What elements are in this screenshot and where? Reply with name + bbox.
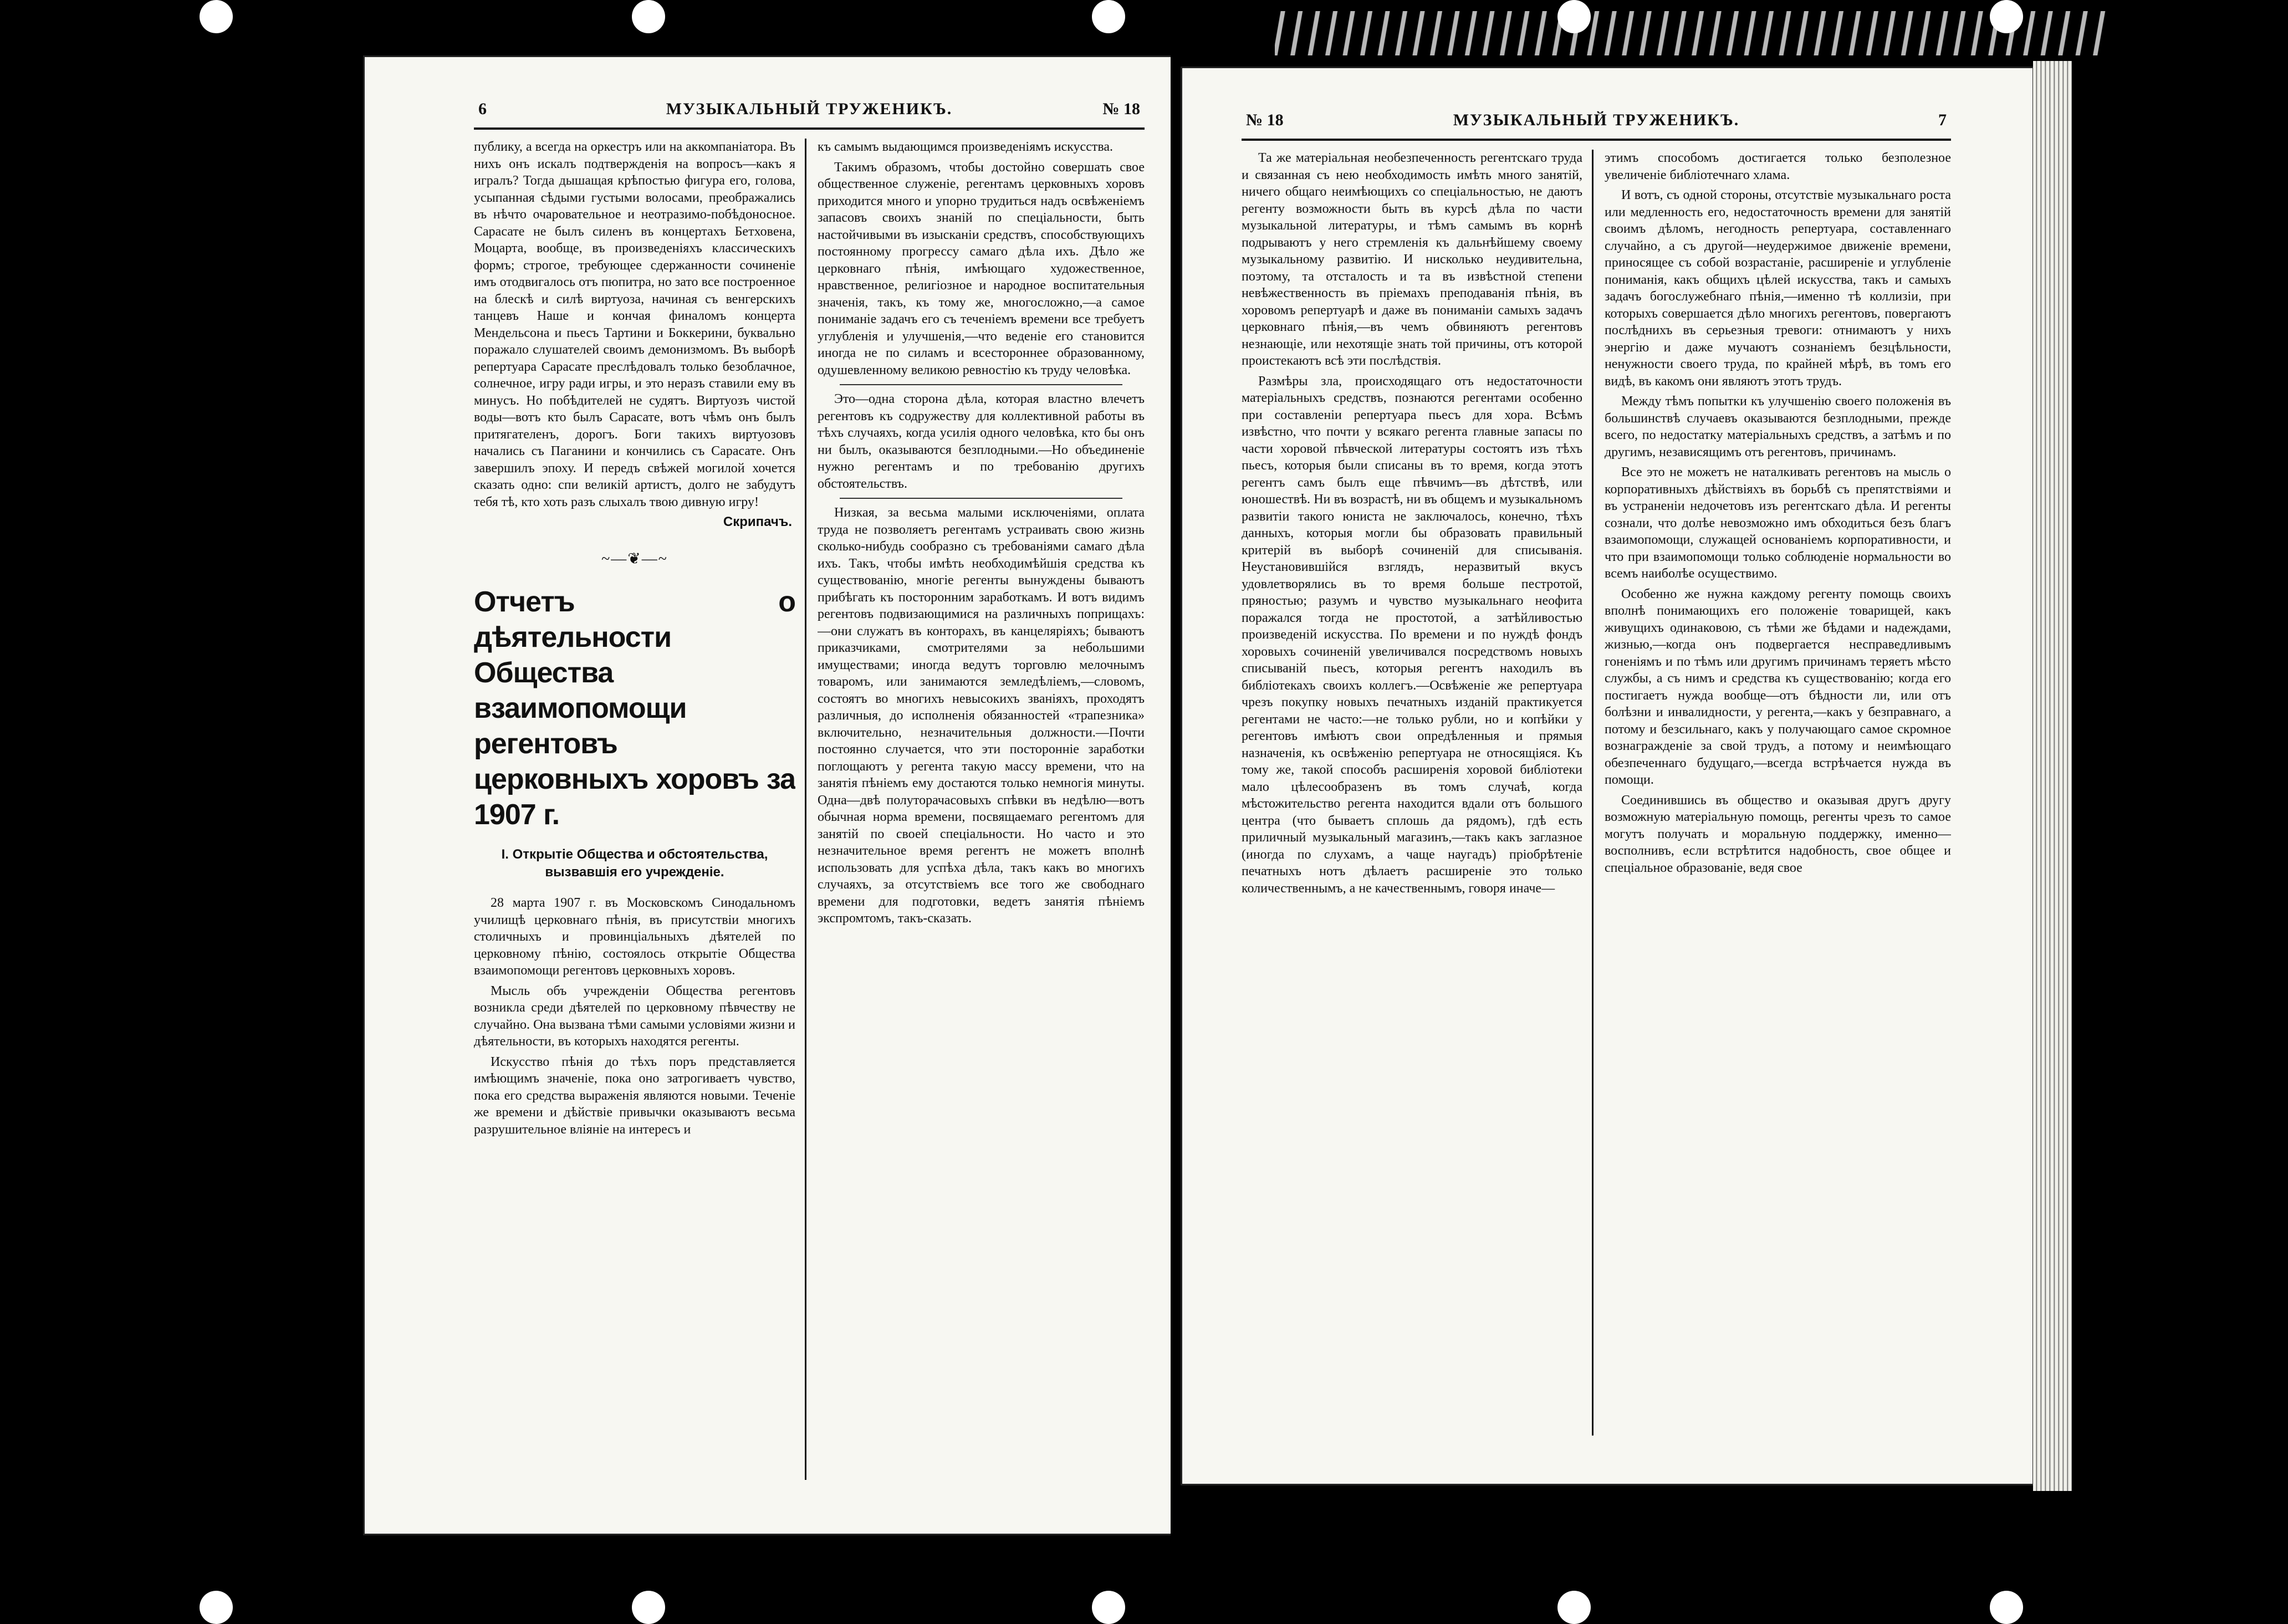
right-page <box>1181 67 2034 1485</box>
right-page-column-2 <box>1605 150 1951 1436</box>
paragraph: Такимъ образомъ, чтобы достойно совершать свое общественное служеніе, регентамъ церковныхъ хоровъ приходится много и упорно трудиться надъ освѣженіемъ запасовъ своихъ знаній по спеціальности, быть настойчивыми въ изысканіи средствъ, способствующихъ постоянному прогрессу самаго дѣла ихъ. Дѣло же церковнаго пѣнія, имѣющаго художественное, нравственное, религіозное и народное воспитательныя значенія, такъ, къ тому же, многосложно,—а самое пониманіе задачъ его съ теченіемъ времени все требуетъ углубленія и улучшенія,—что веденіе его становится иногда не по силамъ и всестороннее образованному, одушевленному великою ревностію къ труду человѣка. <box>818 160 1145 377</box>
paragraph: И вотъ, съ одной стороны, отсутствіе музыкальнаго роста или медленность его, недостаточность времени для занятій своимъ дѣломъ, негодность репертуара, составленнаго случайно, а съ другой—неудержимое движеніе времени, приносящее съ собой возрастаніе, расширеніе и углубленіе пониманія, какъ общихъ цѣлей искусства, такъ и самыхъ задачъ богослужебнаго пѣнія,—именно тѣ коллизіи, при которыхъ совершается дѣло многихъ регентовъ, повергаютъ послѣднихъ въ серьезныя тревоги: отнимаютъ у нихъ энергію и даже мучаютъ сознаніемъ безцѣльности, ненужности своего труда, по крайней мѣрѣ, въ томъ его видѣ, въ какомъ они являютъ этотъ трудъ. <box>1605 188 1951 389</box>
binder-hole-marker <box>632 0 665 33</box>
binder-hole-marker <box>1990 0 2023 33</box>
page-number: 7 <box>1938 111 1947 129</box>
binder-hole-marker <box>1557 1591 1591 1624</box>
ornament-divider: ~—❦—~ <box>601 550 668 568</box>
paragraph: Соединившись въ общество и оказывая другъ другу возможную матеріальную помощь, регенты чрезъ то самое могутъ получать и моральную поддержку, именно—восполнивъ, если встрѣтится надобность, свое общее и спеціальное образованіе, ведя свое <box>1605 793 1951 875</box>
left-page <box>363 55 1172 1535</box>
binder-hole-marker <box>632 1591 665 1624</box>
issue-number: № 18 <box>1246 111 1284 129</box>
paragraph: Между тѣмъ попытки къ улучшенію своего положенія въ большинствѣ случаевъ оказываются безплодными, прежде всего, по недостатку матеріальныхъ средствъ, а затѣмъ и по другимъ, независящимъ отъ регентовъ, причинамъ. <box>1605 394 1951 459</box>
paragraph: Это—одна сторона дѣла, которая властно влечетъ регентовъ къ содружеству для коллективной работы въ тѣхъ случаяхъ, когда усилія одного человѣка, кто бы онъ ни былъ, оказываются безплодными.—Но объединеніе нужно регентамъ и по требованію другихъ обстоятельствъ. <box>818 392 1145 491</box>
page-edge-stack <box>2033 61 2072 1491</box>
paragraph: публику, а всегда на оркестръ или на аккомпаніатора. Въ нихъ онъ искалъ подтвержденія на вопросъ—какъ я игралъ? Тогда дышащая крѣпостью фигура его, голова, усыпанная сѣдыми густыми волосами, преображались въ нѣчто очаровательное и неотразимо-побѣдоносное. Сарасате не былъ силенъ въ концертахъ Бетховена, Моцарта, вообще, въ произведеніяхъ классическихъ формъ; строгое, требующее сдержанности сочиненіе имъ отодвигалось отъ пюпитра, но зато все построенное на блескѣ и силѣ виртуоза, начиная съ венгерскихъ танцевъ Наше и кончая финаломъ концерта Мендельсона и пьесъ Тартини и Боккерини, буквально поражало слушателей своимъ демонизмомъ. Въ выборѣ репертуара Сарасате преслѣдовалъ только безоблачное, солнечное, игру ради игры, и это неразъ ставили ему въ минусъ. Но побѣдителей не судятъ. Виртуозъ чистой воды—вотъ кто былъ Сарасате, вотъ чѣмъ онъ былъ притягателенъ, дорогъ. Боги такихъ виртуозовъ начались съ Паганини и кончились съ Сарасате. Онъ завершилъ эпоху. И передъ свѣжей могилой хочется сказать одно: спи великій артистъ, долго не забудутъ тебя тѣ, кто хоть разъ слыхалъ твою дивную игру! <box>474 140 795 509</box>
paragraph: 28 марта 1907 г. въ Московскомъ Синодальномъ училищѣ церковнаго пѣнія, въ присутствіи многихъ столичныхъ и провинціальныхъ дѣятелей по церковному пѣнію, состоялось открытіе Общества взаимопомощи регентовъ церковныхъ хоровъ. <box>474 896 795 978</box>
binder-hole-marker <box>1557 0 1591 33</box>
paragraph: Искусство пѣнія до тѣхъ поръ представляется имѣющимъ значеніе, пока оно затрогиваетъ чувство, пока его средства выраженія являются новыми. Теченіе же времени и дѣйствіе привычки оказываютъ весьма разрушительное вліяніе на интересъ и <box>474 1054 795 1137</box>
left-page-header <box>474 94 1145 130</box>
paragraph: Низкая, за весьма малыми исключеніями, оплата труда не позволяетъ регентамъ устраивать свою жизнь сколько-нибудь сообразно съ требованіями самаго дѣла ихъ. Такъ, чтобы имѣть необходимѣйшія средства къ существованію, многіе регенты вынуждены бываютъ прибѣгать къ посторонним заработкамъ. И вотъ видимъ регентовъ подвизающимися на различныхъ поприщахъ:—они служатъ въ конторахъ, въ канцеляріяхъ; бываютъ приказчиками, смотрителями за небольшими имуществами; иногда ведутъ торговлю мелочнымъ товаромъ, или занимаются земледѣліемъ,—словомъ, состоятъ во многихъ невысокихъ званіяхъ, проходятъ различныя, до исполненія обязанностей «трапезника» включительно, незначительныя должности.—Почти постоянно случается, что эти посторонніе заработки поглощаютъ у регента такую массу времени, что на занятія пѣніемъ ему достаются только немногія минуты. Одна—двѣ полуторачасовыхъ спѣвки въ недѣлю—вотъ обычная норма времени, посвящаемаго регентомъ для занятій по своей спеціальности. Но часто и это незначительное время регентъ не можетъ вполнѣ использовать для успѣха дѣла, такъ какъ во многихъ случаяхъ, за отсутствіемъ все того же свободнаго времени для подготовки, ведетъ занятія пѣніемъ экспромтомъ, такъ-сказать. <box>818 505 1145 926</box>
paragraph: къ самымъ выдающимся произведеніямъ искусства. <box>818 140 1114 154</box>
article-title: Отчетъ о дѣятельности Общества взаимопомощи регентовъ церковныхъ хоровъ за 1907 г. <box>474 586 795 831</box>
right-page-column-1 <box>1242 150 1582 1436</box>
left-page-column-1 <box>474 139 795 1480</box>
page-number: 6 <box>478 100 487 118</box>
section-heading: I. Открытіе Общества и обстоятельства, вызвавшія его учрежденіе. <box>501 847 768 880</box>
article-signature: Скрипачъ. <box>723 514 792 529</box>
journal-title: МУЗЫКАЛЬНЫЙ ТРУЖЕНИКЪ. <box>666 100 953 118</box>
journal-title: МУЗЫКАЛЬНЫЙ ТРУЖЕНИКЪ. <box>1453 111 1740 129</box>
paragraph: Все это не можетъ не наталкивать регентовъ на мысль о корпоративныхъ дѣйствіяхъ въ борьбѣ съ препятствіями и въ устраненіи недочетовъ изъ регентскаго дѣла. И регенты сознали, что долѣе невозможно имъ обходиться безъ благъ взаимопомощи, служащей основаніемъ корпоративности, и что при взаимопомощи только соблюденіе нормальности во всемъ наиболѣе осуществимо. <box>1605 465 1951 581</box>
scan-noise-top <box>1275 11 2106 55</box>
binder-hole-marker <box>1092 1591 1125 1624</box>
separator-line <box>840 498 1122 499</box>
column-divider <box>1592 150 1594 1436</box>
left-page-column-2 <box>818 139 1145 1480</box>
paragraph: Особенно же нужна каждому регенту помощь своихъ вполнѣ понимающихъ его положеніе товарищей, какъ живущихъ одинаковою, съ тѣми же бѣдами и надеждами, жизнью,—когда онъ подвергается несправедливымъ гоненіямъ и по тѣмъ или другимъ причинамъ теряетъ мѣсто службы, а съ нимъ и средства къ существованію; когда его постигаетъ нужда вообще—отъ бѣдности ли, или отъ болѣзни и инвалидности, у регента,—какъ у безправнаго, а потому и безсильнаго, какъ у получающаго самое скромное вознагражденіе за свой трудъ, а потому и неимѣющаго обезпеченнаго будущаго,—всегда встрѣчается нужда въ помощи. <box>1605 586 1951 787</box>
binder-hole-marker <box>200 1591 233 1624</box>
column-divider <box>805 139 806 1480</box>
binder-hole-marker <box>1990 1591 2023 1624</box>
paragraph: Та же матеріальная необезпеченность регентскаго труда и связанная съ нею необходимость имѣть много занятій, ничего общаго неимѣющихъ со спеціальностью, не даютъ регенту возможности быть въ курсѣ дѣла по части музыкальной литературы, и тѣмъ самымъ въ корнѣ подрываютъ у него стремленія къ дальнѣйшему своему музыкальному развитію. И нисколько неудивительна, поэтому, та отсталость и та въ извѣстной степени невѣжественность въ пріемахъ преподаванія пѣнія, въ хоровомъ репертуарѣ и даже въ пониманіи самыхъ задачъ церковнаго пѣнія,—въ чемъ обвиняютъ регентовъ незнающіе, или нехотящіе знать той причины, отъ которой проистекаютъ всѣ эти послѣдствія. <box>1242 151 1582 368</box>
paragraph: этимъ способомъ достигается только безполезное увеличеніе библіотечнаго хлама. <box>1605 151 1951 182</box>
binder-hole-marker <box>200 0 233 33</box>
separator-line <box>840 384 1122 385</box>
paragraph: Размѣры зла, происходящаго отъ недостаточности матеріальныхъ средствъ, познаются регентами особенно при составленіи репертуара пьесъ для хора. Всѣмъ извѣстно, что почти у всякаго регента главные запасы по части хоровой пѣвческой литературы состоятъ изъ тѣхъ пьесъ, которыя были списаны въ то время, когда этотъ регентъ самъ былъ еще пѣвчимъ—въ дѣтствѣ, или юношествѣ. Ни въ возрастѣ, ни въ общемъ и музыкальномъ развитіи такого юниста не заключалось, конечно, тѣхъ данныхъ, которыя могли бы образовать правильный критерій въ выборѣ сочиненій для списыванія. Неустановившійся взглядъ, неразвитый вкусъ удовлетворялись въ то время больше пестротой, пряностью; разумъ и чувство музыкальнаго неофита поражался тогда не простотой, а затѣйливостью произведеній искусства. По времени и по нуждѣ фондъ хоровыхъ сочиненій увеличивался посредствомъ новыхъ списываній пьесъ, которыя регентъ находилъ въ библіотекахъ своихъ коллегъ.—Освѣженіе же репертуара чрезъ покупку новыхъ печатныхъ изданій практикуется регентами не часто:—не только рубли, но и копѣйки у регентовъ имѣютъ свои опредѣленныя и прямыя назначенія, къ освѣженію репертуара не относящіяся. Къ тому же, такой способъ расширенія хоровой библіотеки мало цѣлесообразенъ въ томъ случаѣ, когда мѣстожительство регента находится вдали отъ большого центра (что бываетъ сплошь да рядомъ), гдѣ есть приличный музыкальный магазинъ,—такъ какъ заглазное (иногда по слухамъ, а чаще наугадъ) пріобрѣтеніе печатныхъ нотъ дѣлаетъ расширеніе это только количественнымъ, а не качественнымъ, говоря иначе— <box>1242 374 1582 896</box>
paragraph: Мысль объ учрежденіи Общества регентовъ возникла среди дѣятелей по церковному пѣвчеству не случайно. Она вызвана тѣми самыми условіями жизни и дѣятельности, въ которыхъ находятся регенты. <box>474 983 795 1049</box>
issue-number: № 18 <box>1102 100 1140 118</box>
binder-hole-marker <box>1092 0 1125 33</box>
right-page-header <box>1242 105 1951 141</box>
